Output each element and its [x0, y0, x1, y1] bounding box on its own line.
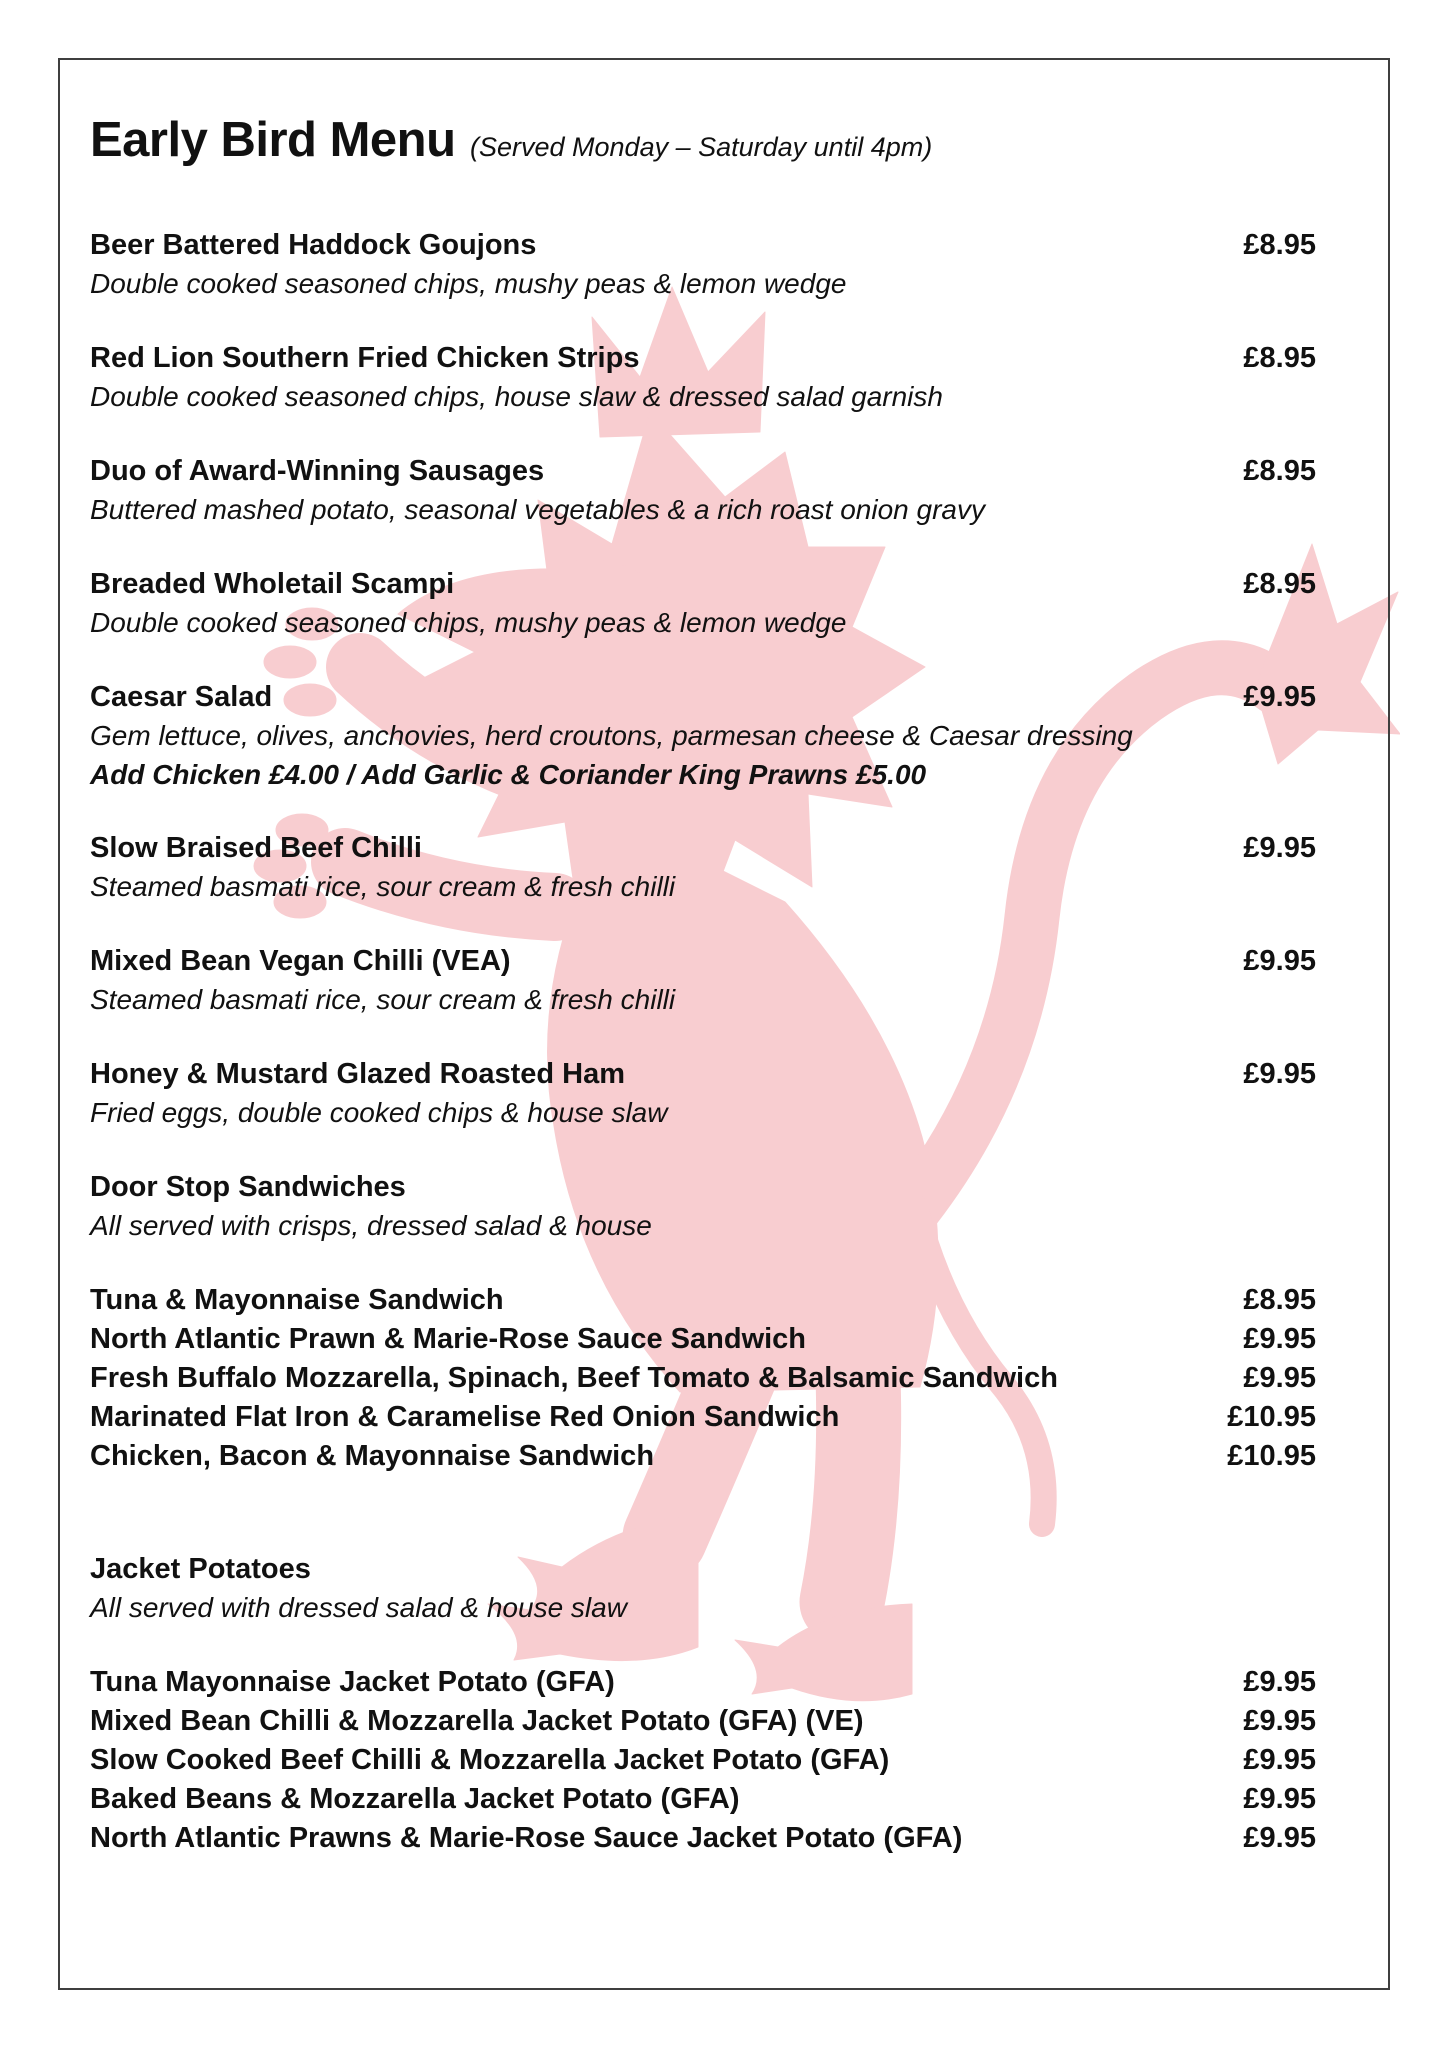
item-name: Honey & Mustard Glazed Roasted Ham [90, 1058, 625, 1090]
item-price: £8.95 [1243, 229, 1316, 261]
item-description: Buttered mashed potato, seasonal vegetables & a rich roast onion gravy [90, 494, 985, 525]
item-price: £10.95 [1227, 1401, 1316, 1433]
item-row [90, 829, 1316, 867]
item-name: Mixed Bean Chilli & Mozzarella Jacket Potato (GFA) (VE) [90, 1705, 864, 1737]
item-price: £9.95 [1243, 1783, 1316, 1815]
list-item [90, 1359, 1316, 1398]
item-name: Tuna & Mayonnaise Sandwich [90, 1284, 504, 1316]
item-description: Double cooked seasoned chips, house slaw & dressed salad garnish [90, 381, 943, 412]
list-item [90, 1702, 1316, 1741]
item-description: Fried eggs, double cooked chips & house slaw [90, 1097, 668, 1128]
menu-item [90, 226, 1316, 304]
item-name: Chicken, Bacon & Mayonnaise Sandwich [90, 1440, 655, 1472]
item-price: £9.95 [1243, 1362, 1316, 1394]
item-price: £9.95 [1243, 1705, 1316, 1737]
section-heading: Jacket Potatoes [90, 1553, 311, 1585]
list-item [90, 1819, 1316, 1858]
item-description: Double cooked seasoned chips, mushy peas & lemon wedge [90, 268, 847, 299]
item-name: Beer Battered Haddock Goujons [90, 229, 537, 261]
item-name: Slow Cooked Beef Chilli & Mozzarella Jacket Potato (GFA) [90, 1744, 890, 1776]
item-name: Caesar Salad [90, 681, 273, 713]
menu-item [90, 829, 1316, 907]
item-price: £9.95 [1243, 1323, 1316, 1355]
section-note: All served with crisps, dressed salad & house [90, 1210, 652, 1241]
item-price: £8.95 [1243, 342, 1316, 374]
item-name: Breaded Wholetail Scampi [90, 568, 455, 600]
page-subtitle: (Served Monday – Saturday until 4pm) [469, 132, 933, 162]
item-description: Double cooked seasoned chips, mushy peas & lemon wedge [90, 607, 847, 638]
item-addons: Add Chicken £4.00 / Add Garlic & Coriander King Prawns £5.00 [90, 759, 927, 790]
item-price: £9.95 [1243, 1744, 1316, 1776]
title-row [90, 112, 1316, 168]
item-price: £8.95 [1243, 1284, 1316, 1316]
item-row [90, 678, 1316, 716]
menu-item [90, 452, 1316, 530]
item-name: Fresh Buffalo Mozzarella, Spinach, Beef Tomato & Balsamic Sandwich [90, 1362, 1058, 1394]
section-note: All served with dressed salad & house slaw [90, 1592, 627, 1623]
sandwich-list [90, 1281, 1316, 1476]
item-row [90, 452, 1316, 490]
item-name: Marinated Flat Iron & Caramelise Red Onion Sandwich [90, 1401, 840, 1433]
item-description: Gem lettuce, olives, anchovies, herd croutons, parmesan cheese & Caesar dressing [90, 720, 1133, 751]
menu-item [90, 678, 1316, 794]
item-name: Baked Beans & Mozzarella Jacket Potato (GFA) [90, 1783, 740, 1815]
item-name: North Atlantic Prawn & Marie-Rose Sauce Sandwich [90, 1323, 807, 1355]
section-jackets-intro [90, 1550, 1316, 1628]
menu-content [90, 112, 1316, 1858]
item-description: Steamed basmati rice, sour cream & fresh chilli [90, 984, 676, 1015]
item-name: Tuna Mayonnaise Jacket Potato (GFA) [90, 1666, 615, 1698]
item-name: Duo of Award-Winning Sausages [90, 455, 545, 487]
item-price: £9.95 [1243, 1666, 1316, 1698]
section-sandwiches-intro [90, 1168, 1316, 1246]
page-title: Early Bird Menu [90, 113, 456, 167]
list-item [90, 1437, 1316, 1476]
item-description: Steamed basmati rice, sour cream & fresh chilli [90, 871, 676, 902]
item-name: Red Lion Southern Fried Chicken Strips [90, 342, 640, 374]
item-row [90, 565, 1316, 603]
menu-item [90, 565, 1316, 643]
list-item [90, 1281, 1316, 1320]
section-heading: Door Stop Sandwiches [90, 1171, 406, 1203]
item-name: Slow Braised Beef Chilli [90, 832, 422, 864]
item-price: £9.95 [1243, 832, 1316, 864]
section-heading-row [90, 1550, 1316, 1588]
item-price: £9.95 [1243, 1058, 1316, 1090]
jacket-list [90, 1663, 1316, 1858]
item-price: £9.95 [1243, 1822, 1316, 1854]
list-item [90, 1320, 1316, 1359]
menu-item [90, 942, 1316, 1020]
item-row [90, 1055, 1316, 1093]
item-name: North Atlantic Prawns & Marie-Rose Sauce Jacket Potato (GFA) [90, 1822, 963, 1854]
list-item [90, 1663, 1316, 1702]
list-item [90, 1741, 1316, 1780]
menu-item [90, 339, 1316, 417]
menu-item [90, 1055, 1316, 1133]
item-price: £9.95 [1243, 945, 1316, 977]
list-item [90, 1398, 1316, 1437]
item-row [90, 942, 1316, 980]
item-price: £8.95 [1243, 568, 1316, 600]
item-name: Mixed Bean Vegan Chilli (VEA) [90, 945, 511, 977]
item-price: £8.95 [1243, 455, 1316, 487]
item-price: £9.95 [1243, 681, 1316, 713]
list-item [90, 1780, 1316, 1819]
item-price: £10.95 [1227, 1440, 1316, 1472]
section-heading-row [90, 1168, 1316, 1206]
item-row [90, 339, 1316, 377]
item-row [90, 226, 1316, 264]
section-jackets [90, 1550, 1316, 1858]
